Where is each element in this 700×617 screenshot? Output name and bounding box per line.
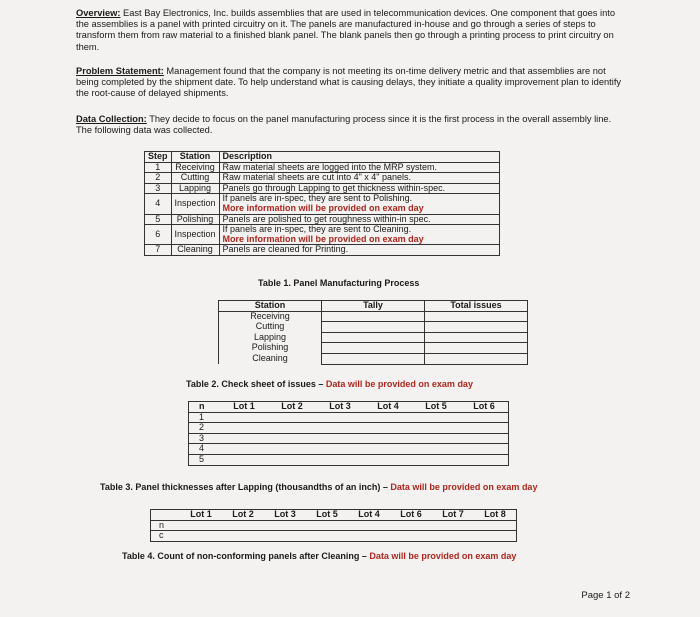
thickness-cell bbox=[268, 454, 316, 465]
table-row bbox=[219, 353, 528, 364]
thickness-cell bbox=[220, 412, 268, 423]
thickness-cell bbox=[460, 423, 509, 434]
description-text: Panels are cleaned for Printing. bbox=[222, 244, 349, 255]
sample-index: 4 bbox=[189, 444, 221, 455]
count-cell bbox=[390, 531, 432, 542]
count-cell bbox=[306, 531, 348, 542]
description-cell bbox=[219, 214, 499, 225]
station-cell: Cleaning bbox=[219, 353, 322, 364]
thickness-cell bbox=[268, 423, 316, 434]
step-cell: 5 bbox=[145, 214, 172, 225]
lot-header: Lot 1 bbox=[180, 510, 222, 521]
step-cell: 2 bbox=[145, 173, 172, 184]
caption-dash: – bbox=[315, 379, 326, 389]
thickness-cell bbox=[460, 444, 509, 455]
table-row bbox=[145, 225, 500, 245]
table-row bbox=[151, 531, 517, 542]
thickness-cell bbox=[268, 412, 316, 423]
lot-header: Lot 5 bbox=[412, 402, 460, 413]
thickness-cell bbox=[220, 433, 268, 444]
table-row bbox=[219, 343, 528, 354]
table-row bbox=[219, 332, 528, 343]
thickness-cell bbox=[220, 423, 268, 434]
row-label: c bbox=[151, 531, 181, 542]
station-cell: Polishing bbox=[171, 214, 219, 225]
process-table bbox=[144, 151, 500, 256]
table-row bbox=[189, 423, 509, 434]
lot-header: Lot 4 bbox=[348, 510, 390, 521]
step-cell: 4 bbox=[145, 194, 172, 214]
thickness-cell bbox=[364, 412, 412, 423]
station-cell: Receiving bbox=[171, 162, 219, 173]
description-header: Description bbox=[219, 152, 499, 163]
step-cell: 3 bbox=[145, 183, 172, 194]
n-header: n bbox=[189, 402, 221, 413]
lot-header: Lot 5 bbox=[306, 510, 348, 521]
description-cell bbox=[219, 173, 499, 184]
tally-cell bbox=[322, 322, 425, 333]
tally-cell bbox=[322, 353, 425, 364]
description-text: If panels are in-spec, they are sent to Cleaning. bbox=[222, 224, 412, 235]
thickness-cell bbox=[364, 433, 412, 444]
page-number: Page 1 of 2 bbox=[581, 590, 630, 601]
overview-text: East Bay Electronics, Inc. builds assemblies that are used in telecommunication devices. One component that goes into the assemblies is a panel with printed circuitry on it. The panels are manufactured in-house and go through a series of steps to transform them from raw material to a finished blank panel. The blank panels then go through a printing process to print circuitry on them. bbox=[76, 8, 615, 52]
description-cell bbox=[219, 183, 499, 194]
station-cell: Cutting bbox=[171, 173, 219, 184]
tally-cell bbox=[322, 332, 425, 343]
count-cell bbox=[432, 531, 474, 542]
overview-heading: Overview: bbox=[76, 8, 121, 18]
station-cell: Cutting bbox=[219, 322, 322, 333]
total-issues-header: Total issues bbox=[425, 301, 528, 312]
description-text: If panels are in-spec, they are sent to Polishing. bbox=[222, 193, 413, 204]
lot-header: Lot 4 bbox=[364, 402, 412, 413]
thickness-cell bbox=[412, 423, 460, 434]
station-cell: Lapping bbox=[219, 332, 322, 343]
thickness-cell bbox=[316, 444, 364, 455]
sample-index: 3 bbox=[189, 433, 221, 444]
count-cell bbox=[432, 520, 474, 531]
caption-dash: – bbox=[359, 551, 370, 561]
problem-paragraph bbox=[76, 66, 624, 100]
lot-header: Lot 2 bbox=[222, 510, 264, 521]
sample-index: 2 bbox=[189, 423, 221, 434]
station-cell: Polishing bbox=[219, 343, 322, 354]
table-row bbox=[145, 245, 500, 256]
description-text: Raw material sheets are cut into 4" x 4" panels. bbox=[222, 172, 412, 183]
count-cell bbox=[306, 520, 348, 531]
table4-caption-text: Table 4. Count of non-conforming panels after Cleaning bbox=[122, 551, 360, 561]
label-header bbox=[151, 510, 181, 521]
thickness-cell bbox=[460, 454, 509, 465]
description-text: Raw material sheets are logged into the MRP system. bbox=[222, 161, 437, 172]
collection-paragraph bbox=[76, 114, 624, 136]
exam-note: More information will be provided on exam day bbox=[222, 233, 424, 244]
description-cell bbox=[219, 162, 499, 173]
table-row bbox=[189, 454, 509, 465]
thickness-cell bbox=[460, 412, 509, 423]
count-cell bbox=[474, 531, 517, 542]
table3-caption-text: Table 3. Panel thicknesses after Lapping (thousandths of an inch) bbox=[100, 482, 381, 492]
table4-caption-note: Data will be provided on exam day bbox=[369, 551, 517, 561]
step-cell: 7 bbox=[145, 245, 172, 256]
station-header: Station bbox=[219, 301, 322, 312]
lot-header: Lot 1 bbox=[220, 402, 268, 413]
exam-note: More information will be provided on exam day bbox=[222, 202, 424, 213]
lot-header: Lot 2 bbox=[268, 402, 316, 413]
total-cell bbox=[425, 353, 528, 364]
description-cell bbox=[219, 245, 499, 256]
table-row bbox=[189, 412, 509, 423]
count-cell bbox=[348, 520, 390, 531]
description-cell bbox=[219, 194, 499, 214]
thickness-cell bbox=[268, 444, 316, 455]
thickness-cell bbox=[268, 433, 316, 444]
overview-paragraph bbox=[76, 8, 624, 53]
thickness-cell bbox=[412, 444, 460, 455]
count-cell bbox=[474, 520, 517, 531]
lot-header: Lot 3 bbox=[316, 402, 364, 413]
thickness-cell bbox=[364, 423, 412, 434]
total-cell bbox=[425, 332, 528, 343]
table-row bbox=[219, 311, 528, 322]
count-cell bbox=[222, 531, 264, 542]
lot-header: Lot 6 bbox=[460, 402, 509, 413]
thickness-table bbox=[188, 401, 509, 466]
thickness-cell bbox=[364, 444, 412, 455]
table-row bbox=[145, 173, 500, 184]
lot-header: Lot 8 bbox=[474, 510, 517, 521]
thickness-cell bbox=[364, 454, 412, 465]
table-row bbox=[189, 444, 509, 455]
table1-caption: Table 1. Panel Manufacturing Process bbox=[258, 278, 420, 288]
row-label: n bbox=[151, 520, 181, 531]
table-row bbox=[145, 214, 500, 225]
count-cell bbox=[222, 520, 264, 531]
table-row bbox=[145, 183, 500, 194]
table-header-row bbox=[189, 402, 509, 413]
lot-header: Lot 7 bbox=[432, 510, 474, 521]
caption-dash: – bbox=[380, 482, 391, 492]
lot-header: Lot 6 bbox=[390, 510, 432, 521]
table2-caption-text: Table 2. Check sheet of issues bbox=[186, 379, 316, 389]
step-cell: 1 bbox=[145, 162, 172, 173]
thickness-cell bbox=[316, 454, 364, 465]
tally-cell bbox=[322, 343, 425, 354]
thickness-cell bbox=[220, 454, 268, 465]
count-cell bbox=[180, 531, 222, 542]
table3-caption-note: Data will be provided on exam day bbox=[390, 482, 538, 492]
nonconforming-table bbox=[150, 509, 517, 542]
lot-header: Lot 3 bbox=[264, 510, 306, 521]
check-sheet-table bbox=[218, 300, 528, 365]
thickness-cell bbox=[316, 433, 364, 444]
thickness-cell bbox=[220, 444, 268, 455]
table-row bbox=[219, 322, 528, 333]
problem-heading: Problem Statement: bbox=[76, 66, 164, 76]
table-row bbox=[145, 162, 500, 173]
thickness-cell bbox=[412, 454, 460, 465]
station-header: Station bbox=[171, 152, 219, 163]
description-text: Panels are polished to get roughness within-in spec. bbox=[222, 213, 431, 224]
sample-index: 1 bbox=[189, 412, 221, 423]
table-row bbox=[189, 433, 509, 444]
count-cell bbox=[390, 520, 432, 531]
table-header-row bbox=[219, 301, 528, 312]
total-cell bbox=[425, 343, 528, 354]
table-row bbox=[151, 520, 517, 531]
station-cell: Inspection bbox=[171, 194, 219, 214]
station-cell: Inspection bbox=[171, 225, 219, 245]
count-cell bbox=[264, 520, 306, 531]
total-cell bbox=[425, 322, 528, 333]
thickness-cell bbox=[316, 412, 364, 423]
thickness-cell bbox=[316, 423, 364, 434]
table-header-row bbox=[145, 152, 500, 163]
step-cell: 6 bbox=[145, 225, 172, 245]
table2-caption-note: Data will be provided on exam day bbox=[325, 379, 473, 389]
tally-header: Tally bbox=[322, 301, 425, 312]
table2-caption bbox=[186, 379, 473, 389]
table3-caption bbox=[100, 482, 537, 492]
sample-index: 5 bbox=[189, 454, 221, 465]
station-cell: Cleaning bbox=[171, 245, 219, 256]
tally-cell bbox=[322, 311, 425, 322]
station-cell: Lapping bbox=[171, 183, 219, 194]
step-header: Step bbox=[145, 152, 172, 163]
thickness-cell bbox=[460, 433, 509, 444]
problem-text: Management found that the company is not meeting its on-time delivery metric and that assemblies are not being completed by the shipment date. To help understand what is causing delays, they initiate a quality improvement plan to identify the root-cause of delayed shipments. bbox=[76, 66, 622, 99]
table-row bbox=[145, 194, 500, 214]
thickness-cell bbox=[412, 412, 460, 423]
count-cell bbox=[180, 520, 222, 531]
description-cell bbox=[219, 225, 499, 245]
collection-heading: Data Collection: bbox=[76, 114, 147, 124]
station-cell: Receiving bbox=[219, 311, 322, 322]
table-header-row bbox=[151, 510, 517, 521]
description-text: Panels go through Lapping to get thickness within-spec. bbox=[222, 182, 446, 193]
total-cell bbox=[425, 311, 528, 322]
collection-text: They decide to focus on the panel manufacturing process since it is the first process in the overall assembly line. The following data was collected. bbox=[76, 114, 612, 136]
table4-caption bbox=[122, 551, 516, 561]
thickness-cell bbox=[412, 433, 460, 444]
count-cell bbox=[348, 531, 390, 542]
count-cell bbox=[264, 531, 306, 542]
